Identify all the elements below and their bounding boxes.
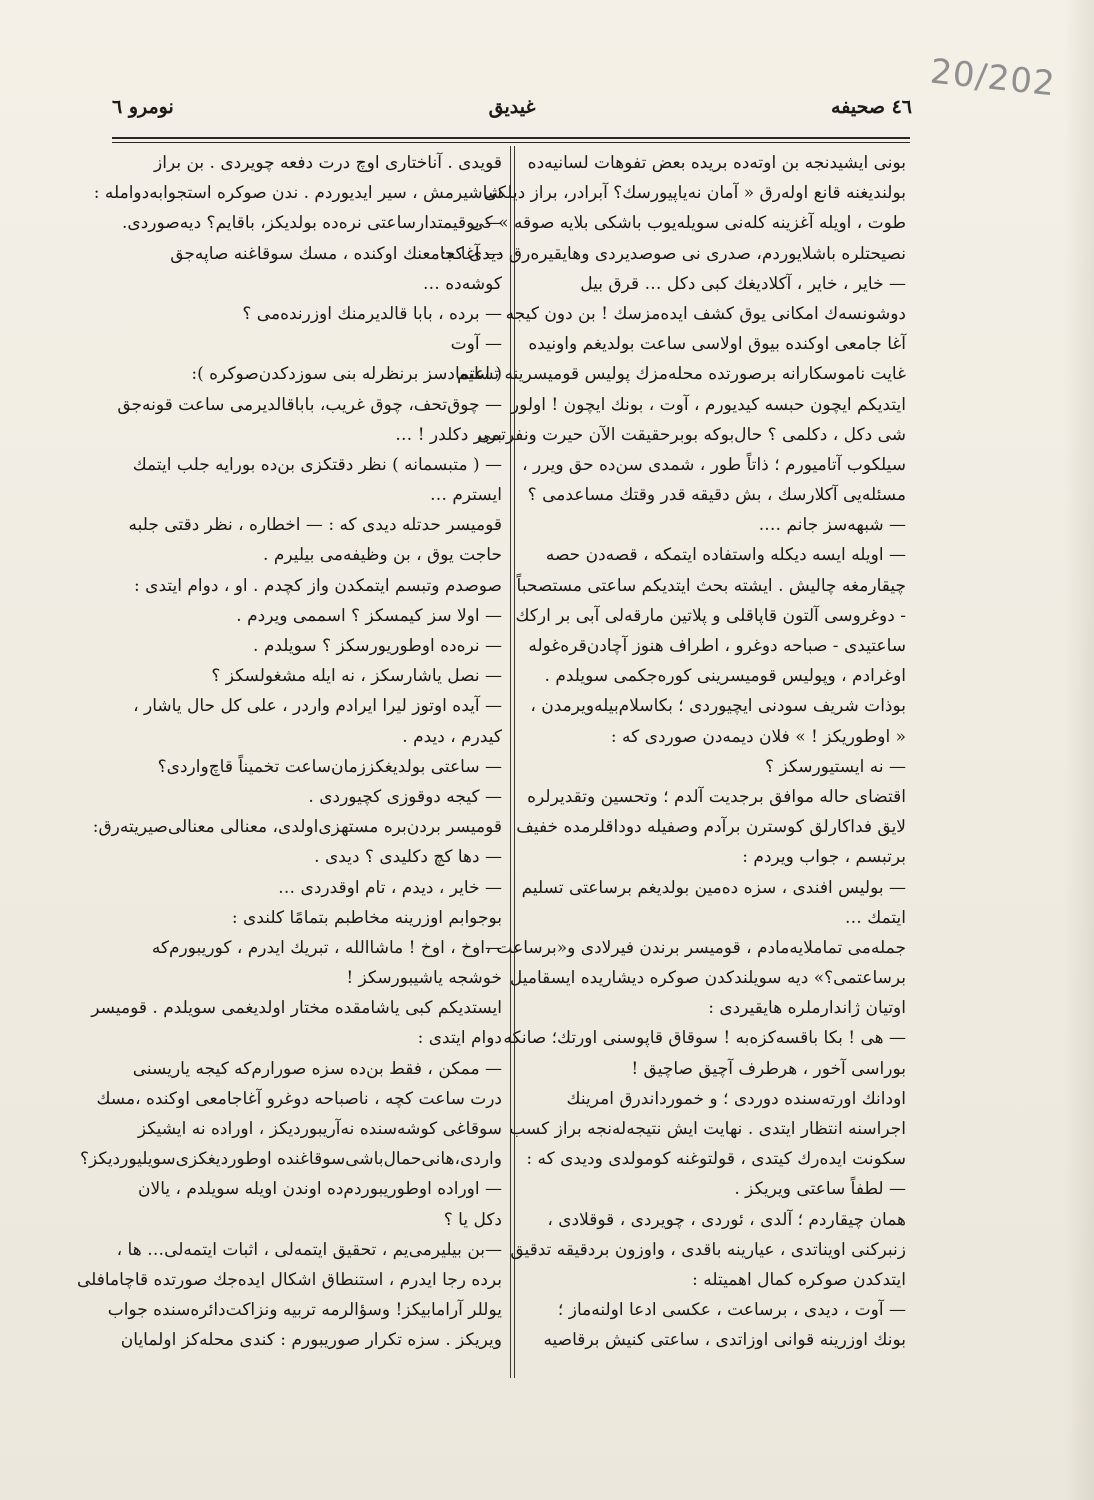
text-line: غایت ناموسکارانه برصورتدە محلەمزك پولیس قومیسرینه تسلیم xyxy=(457,364,906,385)
text-line: ویریکز . سزه تکرار صوریبورم : کندی محلەکز اولمایان xyxy=(120,1330,502,1351)
text-line: صوصدم وتبسم ایتمکدن واز کچدم . او ، دوام ایتدی : xyxy=(134,575,502,596)
text-line: یوللر آرامابیکز! وسؤالرمه تربیه ونزاکت‌دائرەسندە جواب xyxy=(107,1300,502,1321)
text-line: — کیجه دوقوزی کچیوردی . xyxy=(308,786,502,807)
text-line: سکونت ایدەرك کیتدی ، قولتوغنه کومولدی ودیدی که : xyxy=(526,1149,906,1170)
text-line: درت ساعت کچه ، ناصباحه دوغرو آغاجامعی اوکندە ،مسك xyxy=(96,1088,502,1109)
text-line: خوشجه یاشیبورسکز ! xyxy=(346,968,502,989)
text-line: — نه ایستیورسکز ؟ xyxy=(765,756,906,777)
text-line: جملەمی تماملایەمادم ، قومیسر برندن فیرلادی و«برساعت ، xyxy=(485,937,906,958)
text-line: سیلکوب آتامیورم ؛ ذاتاً طور ، شمدی سن‌دە حق ویرر ، xyxy=(522,454,906,475)
text-line: —بن بیلیرمی‌یم ، تحقیق ایتمەلی ، اثبات ایتمەلی… ها ، xyxy=(116,1239,502,1260)
text-line: طوت ، اویله آغزینه کلەنی سویلەیوب باشکی بلایه صوقه » کی xyxy=(470,213,906,234)
text-line: — ( متبسمانه ) نظر دقتکزی بن‌دە بورایه جلب ایتمك xyxy=(132,454,502,475)
page-header xyxy=(112,92,912,124)
text-line: — برده ، بابا قالدیرمنك اوزرندەمی ؟ xyxy=(242,303,502,324)
text-line: — چوق‌تحف، چوق غریب، باباقالدیرمی ساعت قونەجق xyxy=(117,394,502,415)
text-line: — ساعتی بولدیغکززمان‌ساعت تخمیناً قاچ‌واردی؟ xyxy=(157,756,502,777)
text-line: — نرەدە اوطوریورسکز ؟ سویلدم . xyxy=(253,636,502,656)
text-line: ایتدیکم ایچون حبسه کیدیورم ، آوت ، بونك ایچون ! اولور xyxy=(510,394,906,415)
text-line: بوذات شریف سودنی ایچیوردی ؛ بکاسلام‌بیله‌ویرمدن ، xyxy=(530,696,906,717)
text-line: اوتیان ژاندارملره هایقیردی : xyxy=(708,998,906,1019)
page-edge-shadow xyxy=(1064,0,1094,1500)
text-line: لایق فداکارلق کوسترن برآدم وصفیله دوداقلرمدە خفیف xyxy=(516,817,906,838)
text-line: — اولا سز کیمسکز ؟ اسممی ویردم . xyxy=(236,605,502,626)
text-line: شاشیرمش ، سیر ایدیوردم . ندن صوکره استجوابەدوامله : xyxy=(93,183,502,204)
text-line: — اویله ایسه دیکله واستفادە ایتمکه ، قصەدن حصه xyxy=(545,545,906,566)
text-line: همان چیقاردم ؛ آلدی ، ئوردی ، چویردی ، قوقلادی ، xyxy=(547,1209,906,1230)
text-line: — آغا جامعنك اوکندە ، مسك سوقاغنه صاپەجق xyxy=(170,243,502,264)
column-divider xyxy=(514,146,515,1378)
text-line: — آوت ، دیدی ، برساعت ، عکسی ادعا اولنەماز ؛ xyxy=(557,1300,906,1321)
text-line: — لطفاً ساعتی ویریکز . xyxy=(734,1179,906,1200)
text-line: دوام ایتدی : xyxy=(417,1028,502,1049)
text-line: — آوت xyxy=(450,334,502,355)
text-line: — نصل یاشارسکز ، نه ایله مشغولسکز ؟ xyxy=(211,666,502,687)
text-line: اجراسنه انتظار ایتدی . نهایت ایش نتیجەلەنجه براز کسب xyxy=(509,1119,906,1139)
text-line: شی دکل ، دکلمی ؟ حال‌بوکه بوبرحقیقت الآن حیرت ونفرتمی xyxy=(477,424,906,445)
header-issue-number: نومرو ٦ xyxy=(112,96,174,118)
text-line: اودانك اورته‌سنده دوردی ؛ و خمورداندرق امرینك xyxy=(566,1088,906,1109)
text-line: — شبهەسز جانم …. xyxy=(758,515,906,536)
text-line: بونك اوزرینه قوانی اوزاتدی ، ساعتی کنیش برقاصیه xyxy=(543,1330,906,1351)
text-line: ایتمك … xyxy=(844,907,906,928)
text-line: — ممکن ، فقط بن‌دە سزه صورارم‌که کیجه یاریسنی xyxy=(132,1058,502,1079)
column-divider xyxy=(510,146,511,1378)
text-line: بونی ایشیدنجه بن اوتەدە بریدە بعض تفوهات لسانیەدە xyxy=(527,153,906,173)
text-line: اقتضای حاله موافق برجدیت آلدم ؛ وتحسین وتقدیرلره xyxy=(527,786,906,807)
header-rule-thin xyxy=(112,142,910,143)
text-line: اوغرادم ، وپولیس قومیسرینی کورەجکمی سویلدم . xyxy=(544,666,906,687)
text-line: حاجت یوق ، بن وظیفەمی بیلیرم . xyxy=(263,545,502,566)
text-line: — بولیس افندی ، سزه دەمین بولدیغم برساعتی تسلیم xyxy=(521,877,906,898)
text-line: — هی ! بکا باقسه‌کزه‌به ! سوقاق قاپوسنی اورتك؛ صانکه xyxy=(503,1028,906,1049)
text-line: بریر دکلدر ! … xyxy=(395,424,502,445)
left-text-column xyxy=(76,148,502,1378)
text-line: ( اعتمادسز برنظرله بنی سوزدکدن‌صوکره ): xyxy=(191,364,502,385)
header-journal-title: غیدیق xyxy=(488,96,536,118)
text-line: قومیسر حدتله دیدی که : — اخطارە ، نظر دقتی جلبه xyxy=(128,515,502,536)
text-line: مسئلەیی آکلارسك ، بش دقیقه قدر وقتك مساعدمی ؟ xyxy=(527,485,906,506)
text-line: بولندیغنه قانع اولەرق « آمان نەیاپیورسك؟ آبرادر، براز دیلکی xyxy=(483,183,906,204)
text-line: - دوغروسی آلتون قاپاقلی و پلاتین مارقەلی آبی بر ارکك xyxy=(515,605,906,626)
pencil-page-number: 20/202 xyxy=(928,51,1058,105)
text-line: بردە رجا ایدرم ، استنطاق اشکال ایدەجك صورتدە قاچامافلی xyxy=(76,1269,502,1290)
text-line: بوجوابم اوزرینه مخاطبم بتمامًا کلندی : xyxy=(231,907,502,928)
text-line: —اوخ ، اوخ ! ماشاالله ، تبریك ایدرم ، کوریبورم‌که xyxy=(151,937,502,958)
text-line: قویدی . آناختاری اوچ درت دفعه چویردی . بن براز xyxy=(154,153,502,173)
text-line: زنبرکنی اویناتدی ، عیارینه باقدی ، واوزون بردقیقه تدقیق xyxy=(510,1239,906,1260)
text-line: — آیدە اوتوز لیرا ایرادم واردر ، علی کل حال یاشار ، xyxy=(133,696,502,717)
text-line: کیدرم ، دیدم . xyxy=(402,726,502,747)
text-line: « اوطوریکز ! » فلان دیمەدن صوردی که : xyxy=(610,726,906,747)
text-line: برتبسم ، جواب ویردم : xyxy=(742,847,906,868)
text-line: کوشەدە … xyxy=(422,273,502,294)
text-line: نصیحتلرە باشلایوردم، صدری نی صوصدیردی وهایقیرەرق دیدی که: xyxy=(440,243,906,264)
header-page-number: ٤٦ صحیفه xyxy=(831,96,912,118)
text-line: چیقارمغه چالیش . ایشتە بحث ایتدیکم ساعتی مستصحباً xyxy=(516,575,906,596)
text-line: — خایر ، دیدم ، تام اوقدردی … xyxy=(278,877,502,898)
text-line: بوراسی آخور ، هرطرف آچیق صاچیق ! xyxy=(631,1058,906,1079)
text-line: ایستدیکم کبی یاشامقدە مختار اولدیغمی سویلدم . قومیسر xyxy=(91,998,502,1019)
text-line: ایسترم … xyxy=(429,485,502,506)
text-line: — دها کچ دکلیدی ؟ دیدی . xyxy=(314,847,502,868)
text-line: — بوقیمتدارساعتی نرەدە بولدیکز، باقایم؟ دیەصوردی. xyxy=(122,213,502,234)
text-line: سوقاغی کوشەسندە نەآریبوردیکز ، اورادە نه ایشیکز xyxy=(137,1119,502,1139)
text-line: قومیسر بردن‌برە مستهزی‌اولدی، معنالی معنالی‌صیریتەرق: xyxy=(92,817,502,838)
text-line: برساعتمی؟» دیه سویلندکدن صوکره دیشاریدە ایسقامیل xyxy=(509,968,906,989)
text-line: واردی،هانی‌حمال‌باشی‌سوقاغندە اوطوردیغکزی‌سویلیوردیکز؟ xyxy=(80,1149,502,1170)
text-line: — خایر ، خایر ، آکلادیغك کبی دکل … قرق بیل xyxy=(580,273,906,294)
text-line: دکل یا ؟ xyxy=(443,1209,502,1230)
text-line: ساعتیدی - صباحه دوغرو ، اطراف هنوز آچادن‌قره‌غوله xyxy=(528,636,906,656)
text-line: ایتدکدن صوکره کمال اهمیتله : xyxy=(692,1269,906,1290)
header-rule-thick xyxy=(112,137,910,139)
text-line: آغا جامعی اوکندە بیوق اولاسی ساعت بولدیغم واونیدە xyxy=(528,334,906,355)
text-line: دوشونسەك امکانی یوق کشف ایدەمزسك ! بن دون کیجه xyxy=(505,303,906,324)
text-line: — اورادە اوطوریبوردم‌دە اوندن اویله سویلدم ، یالان xyxy=(138,1179,502,1200)
